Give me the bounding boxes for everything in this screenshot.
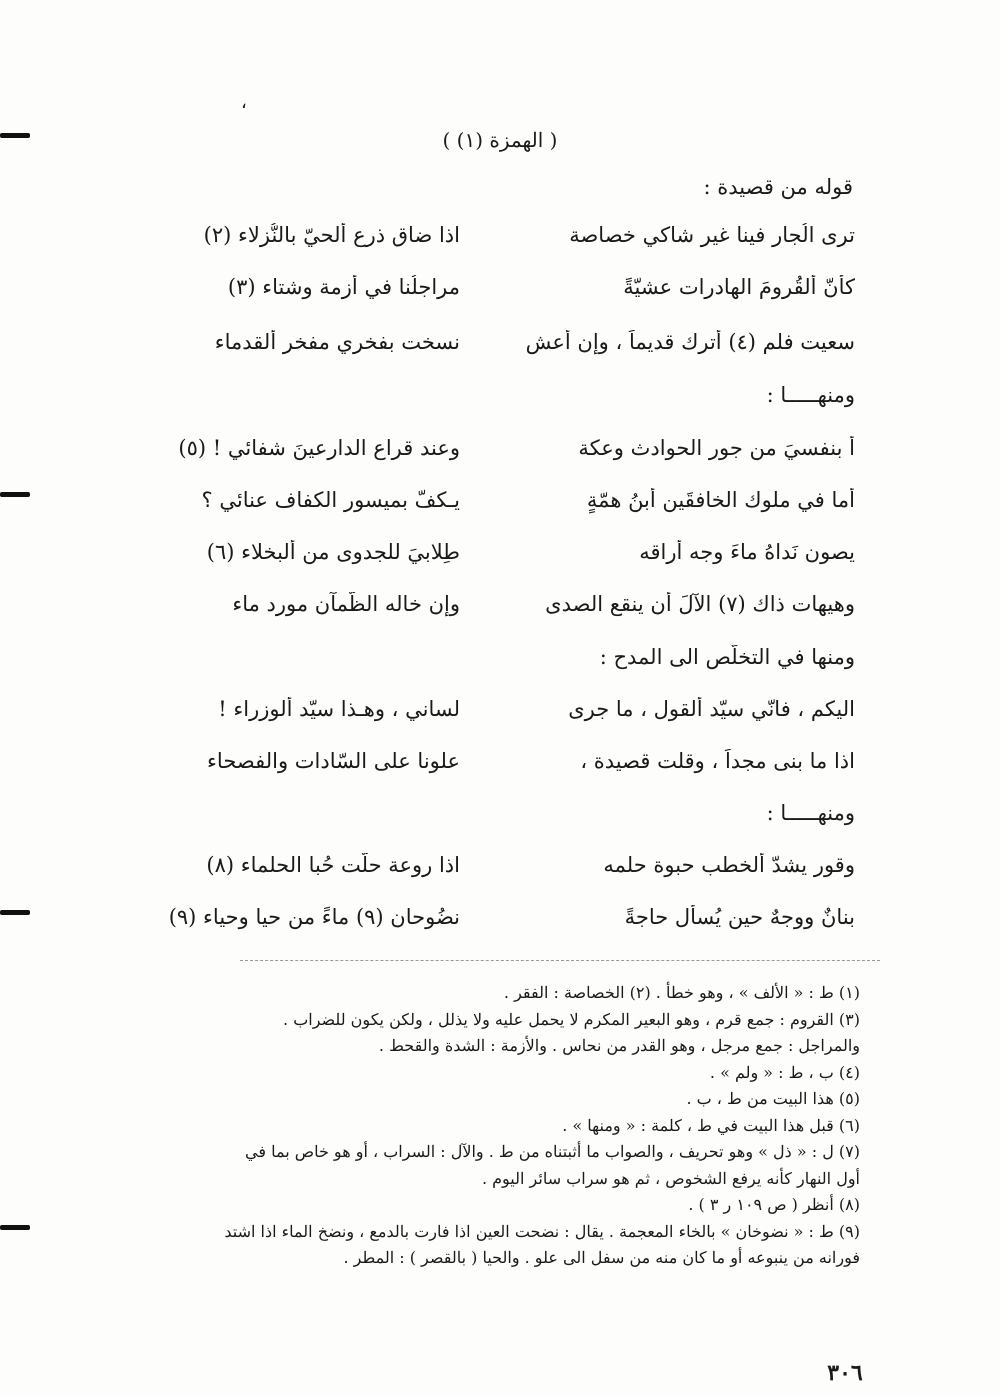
footnote: (٨) أنظر ( ص ١٠٩ ر ٣ ) . (688, 1195, 860, 1214)
verse-second-hemistich: لساني ، وهـذا سيّد ألوزراء ! (218, 697, 460, 721)
verse-line (130, 697, 855, 737)
footnote: (٤) ب ، ط : « ولم » . (709, 1062, 860, 1082)
footnote: والمراجل : جمع مرجل ، وهو القدر من نحاس . والأزمة : الشدة والقحط . (378, 1036, 860, 1055)
verse-second-hemistich: وعند قراع الدارعينَ شفائي ! (٥) (178, 436, 460, 460)
page-number: ٣٠٦ (827, 1360, 863, 1386)
verse-line (130, 275, 855, 315)
verse-first-hemistich: بنانٌ ووجهٌ حين يُسأل حاجةً (624, 905, 855, 929)
footnote: (٩) ط : « نضوخان » بالخاء المعجمة . يقال : نضحت العين اذا فارت بالدمع ، ونضخ الماء اذا اشتد (224, 1221, 860, 1241)
verse-line (130, 436, 855, 476)
verse-second-hemistich: اذا روعة حلّت حُبا الحلماء (٨) (206, 853, 460, 877)
binding-mark (0, 1225, 30, 1230)
footnote: (٦) قبل هذا البيت في ط ، كلمة : « ومنها » . (562, 1115, 860, 1135)
verse-second-hemistich: يـكفّ بميسور الكفاف عنائي ؟ (201, 488, 460, 512)
ink-speck: ، (241, 92, 247, 113)
verse-first-hemistich: ومنهـــــا : (766, 383, 855, 407)
footnote: (١) ط : « الألف » ، وهو خطأ . (٢) الخصاصة : الفقر . (503, 983, 860, 1002)
verse-line (130, 330, 855, 370)
binding-mark (0, 910, 30, 915)
intro-line: قوله من قصيدة : (703, 175, 853, 199)
verse-first-hemistich: وقور يشدّ ألخطب حبوة حلمه (603, 853, 855, 877)
footnote-separator (240, 960, 880, 961)
verse-first-hemistich: أ بنفسيَ من جور الحوادث وعكة (578, 436, 855, 460)
verse-second-hemistich (130, 383, 460, 423)
verse-first-hemistich: ومنهـــــا : (766, 801, 855, 825)
footnotes (135, 980, 860, 1272)
verse-line (130, 905, 855, 945)
verse-first-hemistich: يصون نَداهُ ماءَ وجه أراقه (639, 540, 855, 564)
footnote: (٣) القروم : جمع قرم ، وهو البعير المكرم لا يحمل عليه ولا يذلل ، ولكن يكون للضراب . (283, 1009, 860, 1029)
verse-second-hemistich: مراجلُنا في أزمة وشتاء (٣) (227, 275, 460, 299)
verse-first-hemistich: اليكم ، فانّي سيّد ألقول ، ما جرى (568, 697, 855, 721)
verse-second-hemistich: نسخت بفخري مفخر ألقدماء (214, 330, 460, 354)
verse-line (130, 749, 855, 789)
verse-first-hemistich: كأنّ ألقُرومَ الهادرات عشيّةً (623, 275, 855, 299)
verse-line (130, 853, 855, 893)
footnote: فورانه من ينبوعه أو ما كان منه من سفل الى علو . والحيا ( بالقصر ) : المطر . (343, 1248, 860, 1267)
verse-second-hemistich: اذا ضاق ذرع ألحيّ بالنُّزلاء (٢) (203, 223, 460, 247)
verse-line (130, 592, 855, 632)
verse-first-hemistich: وهيهات ذاك (٧) الآلَ أن ينقع الصدى (545, 592, 855, 616)
verse-second-hemistich: طِلابيَ للجدوى من ألبخلاء (٦) (206, 540, 460, 564)
verse-first-hemistich: سعيت فلم (٤) أترك قديماً ، وإن أعش (525, 330, 855, 354)
footnote: (٥) هذا البيت من ط ، ب . (686, 1089, 860, 1108)
verse-first-hemistich: اذا ما بنى مجداً ، وقلت قصيدة ، (580, 749, 855, 773)
verse-second-hemistich (130, 801, 460, 841)
footnote: (٧) ل : « ذل » وهو تحريف ، والصواب ما أثبتناه من ط . والآل : السراب ، أو هو خاص بما في (245, 1142, 860, 1161)
verse-second-hemistich: نضُوحان (٩) ماءً من حيا وحياء (٩) (168, 905, 460, 929)
verse-first-hemistich: ومنها في التخلّص الى المدح : (599, 645, 855, 669)
verse-first-hemistich: أما في ملوك الخافقَين أبنُ همّةٍ (586, 488, 855, 512)
verse-line (130, 223, 855, 263)
verse-second-hemistich (130, 645, 460, 685)
verse-second-hemistich: علونا على السّادات والفصحاء (207, 749, 460, 773)
verse-line (130, 488, 855, 528)
binding-mark (0, 492, 30, 497)
verse-first-hemistich: ترى الُجار فينا غير شاكي خصاصة (569, 223, 855, 247)
chapter-title: ( الهمزة (١) ) (442, 128, 558, 152)
verse-line (130, 540, 855, 580)
verse-second-hemistich: وإن خاله الظّمآن مورد ماء (232, 592, 460, 616)
footnote: أول النهار كأنه يرفع الشخوص ، ثم هو سراب سائر اليوم . (481, 1168, 860, 1188)
section-label (130, 383, 855, 423)
section-label (130, 645, 855, 685)
section-label (130, 801, 855, 841)
